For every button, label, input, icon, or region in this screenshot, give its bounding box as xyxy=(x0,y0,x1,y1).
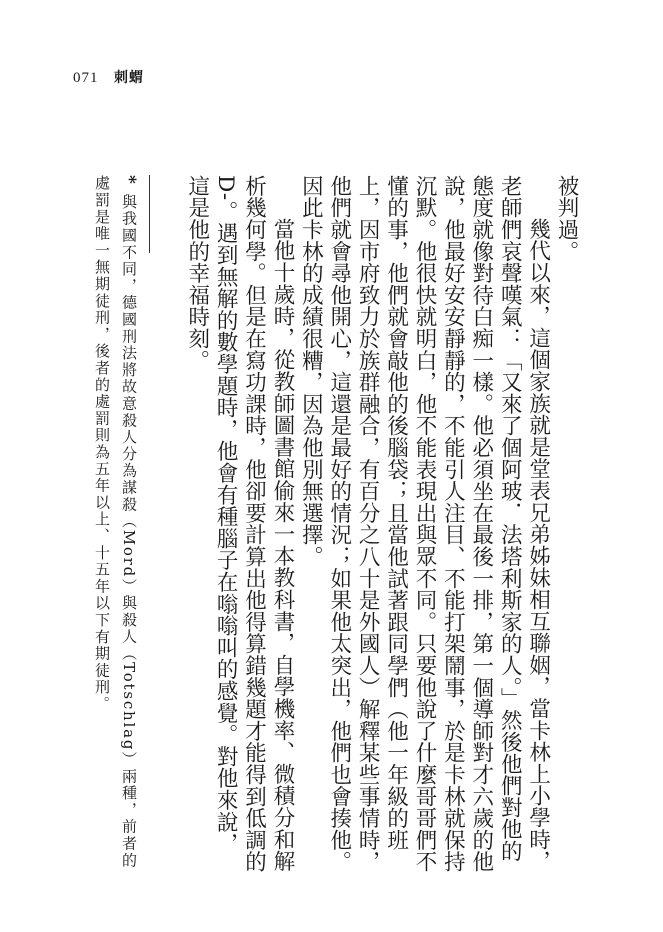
paragraph: 幾代以來，這個家族就是堂表兄弟姊妹相互聯姻，當卡林上小學時，老師們哀聲嘆氣：「又來了個阿玻．法塔利斯家的人。」然後他們對他的態度就像對待白痴一樣。他必須坐在最後一排，第一個導師對才六歲的他說，他最好安安靜靜的，不能引人注目、不能打架鬧事，於是卡林就保持沉默。他很快就明白，他不能表現出與眾不同。只要他說了什麼哥哥們不懂的事，他們就會敲他的後腦袋；且當他試著跟同學們（他一年級的班上，因市府致力於族群融合，有百分之八十是外國人）解釋某些事情時，他們就會尋他開心，這還是最好的情況；如果他太突出，他們也會揍他。因此卡林的成績很糟，因為他別無選擇。 xyxy=(298,175,551,873)
chapter-title: 刺蝟 xyxy=(113,70,144,86)
paragraph: 當他十歲時，從教師圖書館偷來一本教科書，自學機率、微積分和解析幾何學。但是在寫功課時，他卻要計算出他得算錯幾題才能得到低調的D-。遇到無解的數學題時，他會有種腦子在嗡嗡叫的感覺。對他來說，這是他的幸福時刻。 xyxy=(184,175,295,873)
body-text xyxy=(178,175,580,875)
footnote-text: 與我國不同，德國刑法將故意殺人分為謀殺（Mord）與殺人（Totschlag）兩種，前者的處罰是唯一無期徒刑，後者的處罰則為五年以上、十五年以下有期徒刑。 xyxy=(93,175,138,869)
footnote-marker: * xyxy=(119,175,139,186)
footnote xyxy=(82,175,142,875)
footnote-rule xyxy=(149,175,150,253)
running-head xyxy=(73,67,144,87)
page-number: 071 xyxy=(73,70,99,86)
paragraph: 被判過。 xyxy=(554,175,579,263)
